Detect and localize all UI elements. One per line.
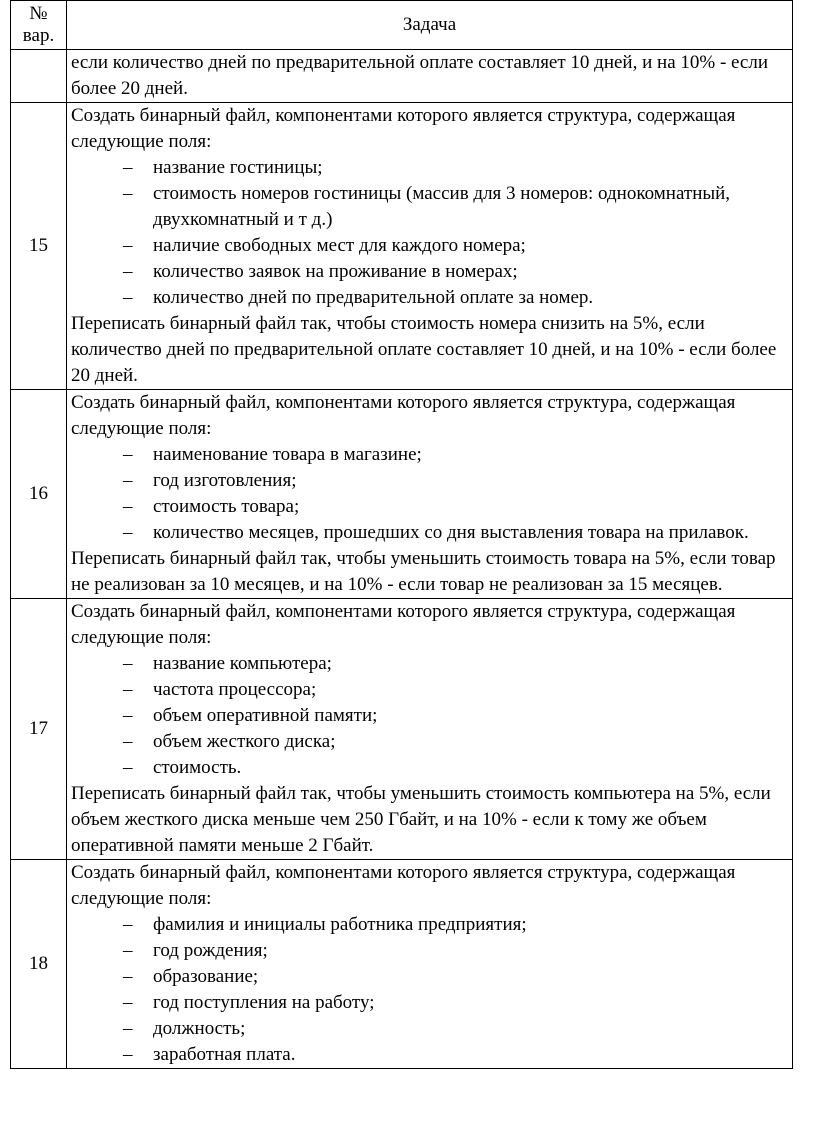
variant-number: 15	[11, 103, 67, 390]
field-text: стоимость.	[153, 757, 242, 778]
task-instruction: Переписать бинарный файл так, чтобы уменьшить стоимость товара на 5%, если товар не реализован за 10 месяцев, и на 10% - если товар не реализован за 15 месяцев.	[71, 548, 776, 595]
list-item	[71, 1042, 788, 1068]
list-item	[71, 938, 788, 964]
task-instruction: Переписать бинарный файл так, чтобы уменьшить стоимость компьютера на 5%, если объем жесткого диска меньше чем 250 Гбайт, и на 10% - если к тому же объем оперативной памяти меньше 2 Гбайт.	[71, 783, 771, 856]
dash-bullet-icon: –	[123, 679, 133, 700]
field-text: заработная плата.	[153, 1044, 296, 1065]
dash-bullet-icon: –	[123, 157, 133, 178]
field-text: количество дней по предварительной оплате за номер.	[153, 287, 594, 308]
task-description	[67, 50, 793, 103]
list-item	[71, 181, 788, 233]
dash-bullet-icon: –	[123, 235, 133, 256]
field-text: частота процессора;	[153, 679, 317, 700]
dash-bullet-icon: –	[123, 914, 133, 935]
list-item	[71, 677, 788, 703]
dash-bullet-icon: –	[123, 757, 133, 778]
field-text: должность;	[153, 1018, 246, 1039]
field-text: объем жесткого диска;	[153, 731, 336, 752]
table-row	[11, 103, 793, 390]
field-text: год изготовления;	[153, 470, 297, 491]
field-text: фамилия и инициалы работника предприятия;	[153, 914, 527, 935]
field-text: год рождения;	[153, 940, 268, 961]
dash-bullet-icon: –	[123, 183, 133, 204]
variant-number	[11, 50, 67, 103]
field-text: название компьютера;	[153, 653, 332, 674]
list-item	[71, 912, 788, 938]
dash-bullet-icon: –	[123, 496, 133, 517]
task-intro: Создать бинарный файл, компонентами которого является структура, содержащая следующие поля:	[71, 601, 736, 648]
list-item	[71, 155, 788, 181]
dash-bullet-icon: –	[123, 1044, 133, 1065]
task-description	[67, 860, 793, 1069]
dash-bullet-icon: –	[123, 522, 133, 543]
field-text: количество заявок на проживание в номерах;	[153, 261, 518, 282]
list-item	[71, 442, 788, 468]
field-list	[71, 442, 788, 546]
field-text: наличие свободных мест для каждого номера;	[153, 235, 526, 256]
dash-bullet-icon: –	[123, 261, 133, 282]
dash-bullet-icon: –	[123, 470, 133, 491]
dash-bullet-icon: –	[123, 287, 133, 308]
field-text: наименование товара в магазине;	[153, 444, 422, 465]
field-text: стоимость товара;	[153, 496, 300, 517]
dash-bullet-icon: –	[123, 1018, 133, 1039]
header-task: Задача	[67, 1, 793, 50]
task-intro: Создать бинарный файл, компонентами которого является структура, содержащая следующие поля:	[71, 105, 736, 152]
field-text: стоимость номеров гостиницы (массив для 3 номеров: однокомнатный, двухкомнатный и т д.)	[153, 183, 731, 230]
list-item	[71, 729, 788, 755]
field-list	[71, 155, 788, 311]
list-item	[71, 468, 788, 494]
task-intro: Создать бинарный файл, компонентами которого является структура, содержащая следующие поля:	[71, 392, 736, 439]
task-description	[67, 390, 793, 599]
list-item	[71, 990, 788, 1016]
list-item	[71, 494, 788, 520]
variant-number: 17	[11, 599, 67, 860]
dash-bullet-icon: –	[123, 731, 133, 752]
tasks-table	[10, 0, 793, 1069]
field-list	[71, 651, 788, 781]
variant-number: 16	[11, 390, 67, 599]
task-instruction: если количество дней по предварительной оплате составляет 10 дней, и на 10% - если более 20 дней.	[71, 52, 769, 99]
task-description	[67, 103, 793, 390]
table-row	[11, 860, 793, 1069]
field-text: образование;	[153, 966, 259, 987]
list-item	[71, 233, 788, 259]
task-instruction: Переписать бинарный файл так, чтобы стоимость номера снизить на 5%, если количество дней по предварительной оплате составляет 10 дней, и на 10% - если более 20 дней.	[71, 313, 777, 386]
field-text: количество месяцев, прошедших со дня выставления товара на прилавок.	[153, 522, 749, 543]
table-row	[11, 50, 793, 103]
header-variant-number: № вар.	[11, 1, 67, 50]
field-text: название гостиницы;	[153, 157, 323, 178]
dash-bullet-icon: –	[123, 940, 133, 961]
list-item	[71, 755, 788, 781]
dash-bullet-icon: –	[123, 992, 133, 1013]
list-item	[71, 703, 788, 729]
field-text: год поступления на работу;	[153, 992, 375, 1013]
field-text: объем оперативной памяти;	[153, 705, 378, 726]
task-description	[67, 599, 793, 860]
list-item	[71, 259, 788, 285]
task-intro: Создать бинарный файл, компонентами которого является структура, содержащая следующие поля:	[71, 862, 736, 909]
list-item	[71, 651, 788, 677]
table-row	[11, 599, 793, 860]
table-row	[11, 390, 793, 599]
list-item	[71, 520, 788, 546]
table-header-row	[11, 1, 793, 50]
dash-bullet-icon: –	[123, 705, 133, 726]
table-body	[11, 50, 793, 1069]
variant-number: 18	[11, 860, 67, 1069]
list-item	[71, 1016, 788, 1042]
dash-bullet-icon: –	[123, 444, 133, 465]
list-item	[71, 285, 788, 311]
dash-bullet-icon: –	[123, 966, 133, 987]
field-list	[71, 912, 788, 1068]
list-item	[71, 964, 788, 990]
dash-bullet-icon: –	[123, 653, 133, 674]
